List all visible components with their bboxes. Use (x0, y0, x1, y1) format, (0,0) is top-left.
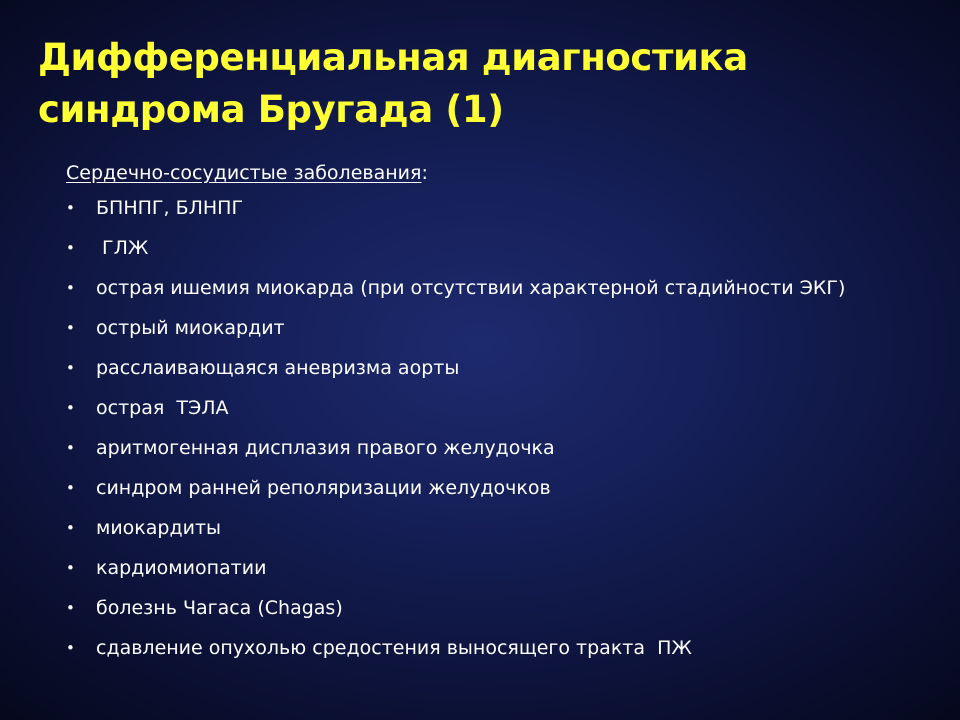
bullet-icon: • (66, 559, 75, 577)
bullet-icon: • (66, 279, 75, 297)
list-item (66, 478, 946, 518)
list-item-text: острая ТЭЛА (96, 397, 229, 419)
list-item (66, 318, 946, 358)
bullet-icon: • (66, 199, 75, 217)
list-item (66, 638, 946, 678)
list-item-text: болезнь Чагаса (Chagas) (96, 597, 343, 619)
list-item-text: кардиомиопатии (96, 557, 267, 579)
bullet-icon: • (66, 399, 75, 417)
bullet-icon: • (66, 479, 75, 497)
slide-content (66, 158, 946, 678)
list-item (66, 598, 946, 638)
list-item (66, 518, 946, 558)
slide-title-line-2: синдрома Бругада (1) (38, 88, 504, 131)
list-item (66, 398, 946, 438)
list-item-text: БПНПГ, БЛНПГ (96, 197, 244, 219)
list-item-text: расслаивающаяся аневризма аорты (96, 357, 460, 379)
list-item-text: синдром ранней реполяризации желудочков (96, 477, 551, 499)
list-item (66, 238, 946, 278)
list-item-text: сдавление опухолью средостения выносящего тракта ПЖ (96, 637, 692, 659)
list-item (66, 558, 946, 598)
list-item (66, 198, 946, 238)
bullet-icon: • (66, 599, 75, 617)
list-item-text: острая ишемия миокарда (при отсутствии характерной стадийности ЭКГ) (96, 277, 846, 299)
list-item (66, 358, 946, 398)
bullet-icon: • (66, 519, 75, 537)
bullet-icon: • (66, 439, 75, 457)
diagnosis-list (66, 198, 946, 678)
bullet-icon: • (66, 359, 75, 377)
list-item-text: аритмогенная дисплазия правого желудочка (96, 437, 555, 459)
section-heading (66, 158, 946, 188)
list-item-text: ГЛЖ (96, 237, 149, 259)
bullet-icon: • (66, 639, 75, 657)
section-heading-colon: : (421, 162, 428, 184)
section-heading-text: Сердечно-сосудистые заболевания (66, 162, 422, 184)
list-item-text: острый миокардит (96, 317, 285, 339)
list-item-text: миокардиты (96, 517, 222, 539)
list-item (66, 438, 946, 478)
bullet-icon: • (66, 319, 75, 337)
list-item (66, 278, 946, 318)
slide-title (38, 32, 938, 136)
bullet-icon: • (66, 239, 75, 257)
slide-title-line-1: Дифференциальная диагностика (38, 36, 748, 79)
